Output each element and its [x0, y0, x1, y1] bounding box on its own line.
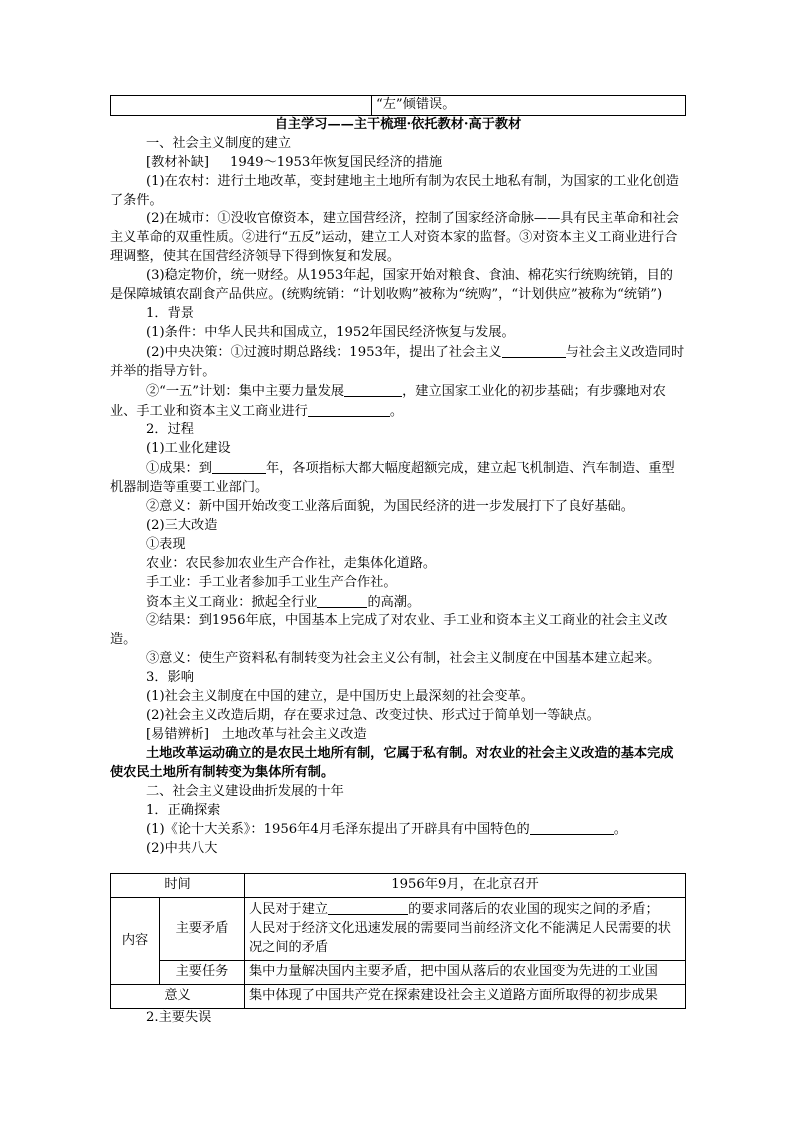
paragraph-rural: (1)在农村：进行土地改革，变封建地主土地所有制为农民土地私有制，为国家的工业化创造了条件。	[110, 173, 679, 208]
background-1: (1)条件：中华人民共和国成立，1952年国民经济恢复与发展。	[146, 324, 515, 340]
heading-2-1a-text: (1)《论十大关系》：1956年4月毛泽东提出了开辟具有中国特色的	[146, 822, 530, 838]
background-title: 1．背景	[146, 305, 194, 321]
task-value: 集中力量解决国内主要矛盾，把中国从落后的农业国变为先进的工业国	[245, 960, 686, 984]
table-row	[111, 984, 686, 1008]
process-1a-text-a: ①成果：到	[146, 461, 212, 477]
significance-value: 集中体现了中国共产党在探索建设社会主义道路方面所取得的初步成果	[245, 984, 686, 1008]
contradiction-text-c: 人民对于经济文化迅速发展的需要同当前经济文化不能满足人民需要的状况之间的矛盾	[249, 921, 671, 955]
influence-1: (1)社会主义制度在中国的建立，是中国历史上最深刻的社会变革。	[146, 689, 534, 705]
heading-2: 二、社会主义建设曲折发展的十年	[146, 783, 344, 799]
time-value: 1956年9月，在北京召开	[245, 874, 686, 898]
heading-2-1: 1．正确探索	[146, 802, 221, 818]
process-2f: ③意义：使生产资料私有制转变为社会主义公有制，社会主义制度在中国基本建立起来。	[146, 651, 661, 667]
process-2: (2)三大改造	[146, 517, 218, 533]
mistakes-title: 2.主要失误	[146, 1009, 212, 1025]
process-2a: ①表现	[146, 536, 186, 552]
fill-blank[interactable]	[317, 593, 367, 608]
table-row	[111, 898, 686, 961]
background-3-text-c: 。	[389, 403, 403, 419]
table-row	[111, 960, 686, 984]
paragraph-urban: (2)在城市：①没收官僚资本，建立国营经济，控制了国家经济命脉——具有民主革命和社会主义革命的双重性质。②进行“五反”运动，建立工人对资本家的监督。③对资本主义工商业进行合理调整，使其在国营经济领导下得到恢复和发展。	[110, 211, 679, 265]
congress-table	[110, 873, 686, 1008]
error-text: 土地改革运动确立的是农民土地所有制，它属于私有制。对农业的社会主义改造的基本完成使农民土地所有制转变为集体所有制。	[110, 745, 674, 780]
process-title: 2．过程	[146, 422, 194, 438]
background-2-text-b: 与社会主义改造同时并举的指导方针。	[110, 344, 685, 379]
contradiction-label: 主要矛盾	[160, 898, 245, 961]
process-1c: ②意义：新中国开始改变工业落后面貌，为国民经济的进一步发展打下了良好基础。	[146, 499, 634, 515]
background-3	[110, 382, 686, 422]
heading-2-1b: (2)中共八大	[146, 841, 218, 857]
process-2d-text-a: 资本主义工商业：掀起全行业	[146, 594, 318, 610]
error-tag: [易错辨析]	[146, 726, 210, 742]
background-3-text-b: ，建立国家工业化的初步基础；有步骤地对农业、手工业和资本主义工商业进行	[110, 383, 666, 419]
fill-blank[interactable]	[328, 900, 408, 915]
contradiction-value	[245, 898, 686, 961]
influence-title: 3．影响	[146, 670, 194, 686]
supplement-tag: [教材补缺]	[146, 154, 210, 170]
background-3-text-a: ②“一五”计划：集中主要力量发展	[146, 383, 345, 399]
contradiction-text-a: 人民对于建立	[249, 902, 329, 918]
section-title: 自主学习——主干梳理·依托教材·高于教材	[274, 116, 522, 132]
process-1a-text-b: 年，各项指标大都大幅度超额完成，建立起飞机制造、汽车制造、重型机器制造等重要工业部门。	[110, 461, 675, 496]
fill-blank[interactable]	[212, 459, 266, 474]
time-label: 时间	[111, 874, 245, 898]
process-1: (1)工业化建设	[146, 441, 231, 457]
process-2d	[110, 593, 686, 613]
error-title: 土地改革与社会主义改造	[221, 726, 367, 742]
document-page	[110, 95, 686, 1028]
fill-blank[interactable]	[530, 820, 614, 835]
top-table-empty-cell	[111, 96, 372, 116]
significance-label: 意义	[111, 984, 245, 1008]
fill-blank[interactable]	[344, 382, 402, 397]
supplement-title: 1949～1953年恢复国民经济的措施	[230, 154, 443, 170]
paragraph-price: (3)稳定物价，统一财经。从1953年起，国家开始对粮食、食油、棉花实行统购统销，目的是保障城镇农副食产品供应。(统购统销：“计划收购”被称为“统购”，“计划供应”被称为“统销”)	[110, 268, 673, 303]
background-2-text-a: (2)中央决策：①过渡时期总路线：1953年，提出了社会主义	[146, 344, 502, 360]
process-1a	[110, 459, 686, 498]
contradiction-text-b: 的要求同落后的农业国的现实之间的矛盾；	[408, 902, 659, 918]
top-table-text-cell: “左”倾错误。	[372, 96, 686, 116]
fill-blank[interactable]	[308, 402, 390, 417]
process-2c: 手工业：手工业者参加手工业生产合作社。	[146, 574, 397, 590]
task-label: 主要任务	[160, 960, 245, 984]
heading-2-1a-text-b: 。	[613, 822, 627, 838]
process-2d-text-b: 的高潮。	[367, 594, 421, 610]
influence-2: (2)社会主义改造后期，存在要求过急、改变过快、形式过于简单划一等缺点。	[146, 708, 600, 723]
heading-1: 一、社会主义制度的建立	[146, 135, 292, 151]
error-line	[110, 726, 686, 745]
supplement-line	[110, 154, 686, 173]
top-table	[110, 95, 686, 116]
table-row	[111, 874, 686, 898]
heading-2-1a	[110, 820, 686, 840]
content-label: 内容	[111, 898, 160, 985]
process-2e: ②结果：到1956年底，中国基本上完成了对农业、手工业和资本主义工商业的社会主义改造。	[110, 613, 668, 648]
fill-blank[interactable]	[502, 343, 566, 358]
process-2b: 农业：农民参加农业生产合作社，走集体化道路。	[146, 555, 437, 571]
background-2	[110, 343, 686, 382]
